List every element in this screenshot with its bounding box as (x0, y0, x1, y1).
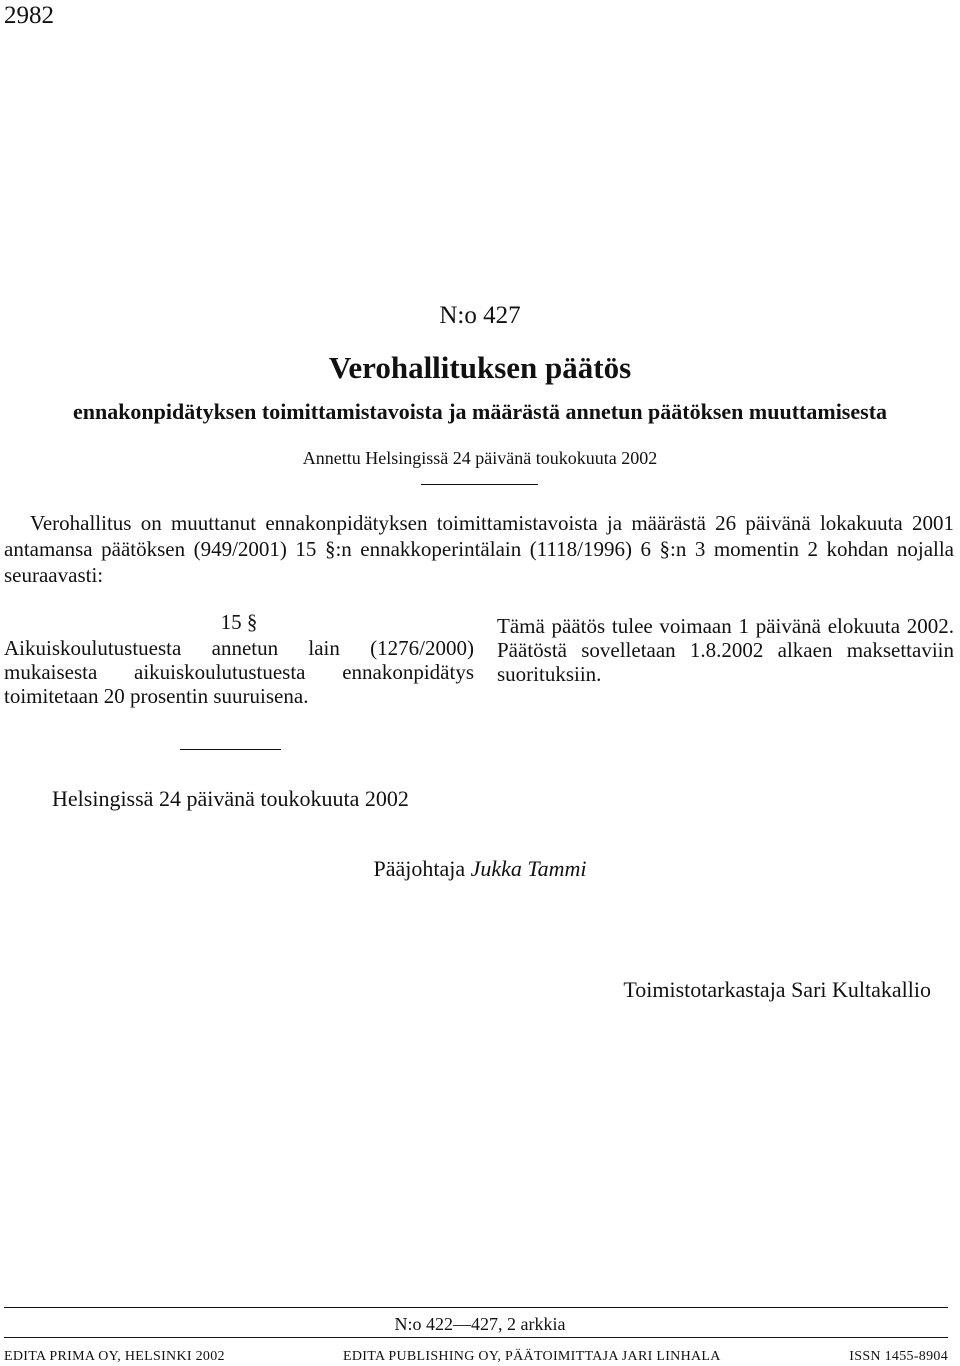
footer-issue: N:o 422—427, 2 arkkia (394, 1314, 566, 1334)
document-number: N:o 427 (439, 302, 521, 329)
section-divider (180, 749, 281, 750)
footer-divider-bottom (4, 1337, 948, 1338)
director-name: Jukka Tammi (470, 856, 587, 881)
footer-publisher: EDITA PUBLISHING OY, PÄÄTOIMITTAJA JARI LINHALA (343, 1349, 721, 1364)
page-number: 2982 (4, 2, 54, 29)
document-title: Verohallituksen päätös (328, 350, 632, 385)
document-subtitle: ennakonpidätyksen toimittamistavoista ja määrästä annetun päätöksen muuttamisesta (72, 399, 888, 424)
place-date: Helsingissä 24 päivänä toukokuuta 2002 (52, 786, 409, 811)
title-divider (421, 484, 538, 485)
footer-issn: ISSN 1455-8904 (849, 1349, 948, 1364)
given-line: Annettu Helsingissä 24 päivänä toukokuuta 2002 (302, 448, 658, 468)
director-title: Pääjohtaja (373, 856, 466, 881)
effective-paragraph: Tämä päätös tulee voimaan 1 päivänä elokuuta 2002. Päätöstä sovelletaan 1.8.2002 alkaen maksettaviin suorituksiin. (497, 614, 954, 686)
section-text: Aikuiskoulutustuesta annetun lain (1276/2000) mukaisesta aikuiskoulutustuesta ennakonpidätys toimitetaan 20 prosentin suuruisena. (4, 636, 474, 708)
footer-divider (4, 1307, 948, 1308)
intro-paragraph: Verohallitus on muuttanut ennakonpidätyksen toimittamistavoista ja määrästä 26 päivänä lokakuuta 2001 antamansa päätöksen (949/2001) 15 §:n ennakkoperintälain (1118/1996) 6 §:n 3 momentin 2 kohdan nojalla seuraavasti: (4, 511, 954, 587)
director-signature (0, 856, 960, 882)
left-column (4, 610, 474, 708)
footer-printer: EDITA PRIMA OY, HELSINKI 2002 (4, 1349, 225, 1364)
inspector-signature: Toimistotarkastaja Sari Kultakallio (623, 977, 931, 1002)
section-heading: 15 § (220, 610, 258, 634)
